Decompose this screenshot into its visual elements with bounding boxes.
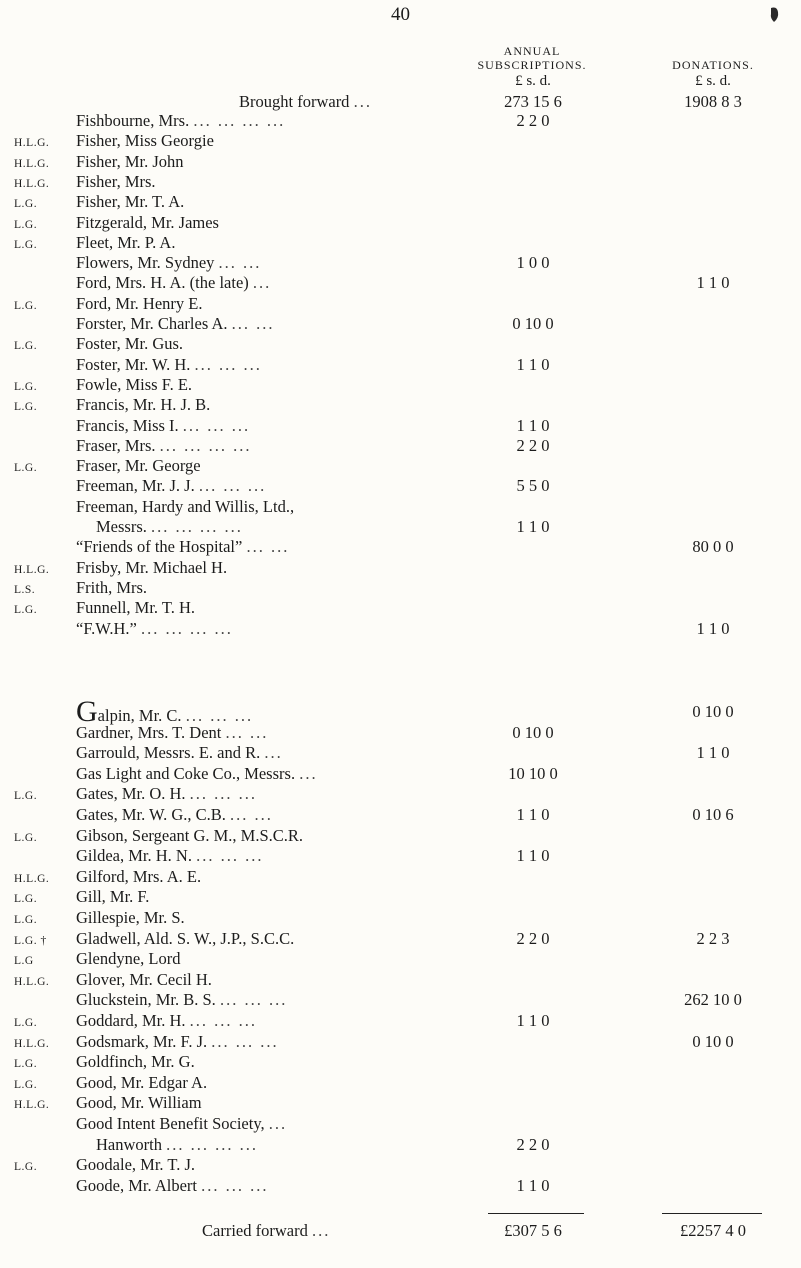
ledger-row bbox=[0, 765, 801, 783]
page-number: 40 bbox=[391, 4, 410, 25]
ledger-row bbox=[0, 538, 801, 556]
subscriber-name: Gluckstein, Mr. B. S. bbox=[76, 990, 216, 1010]
ledger-row bbox=[0, 868, 801, 886]
drop-cap-initial: G bbox=[76, 695, 98, 728]
subscription-amount: 1 1 0 bbox=[516, 1175, 550, 1195]
ledger-row bbox=[0, 335, 801, 353]
subscriber-name: Frith, Mrs. bbox=[76, 577, 148, 597]
membership-code: L.G. bbox=[14, 790, 38, 803]
donation-amount: 2 2 3 bbox=[696, 928, 730, 948]
donation-amount: 1 1 0 bbox=[696, 743, 730, 763]
subscriber-name: Garrould, Messrs. E. and R. bbox=[76, 743, 261, 763]
ledger-row bbox=[0, 785, 801, 803]
donation-amount: 1 1 0 bbox=[696, 618, 730, 638]
membership-code: L.G. bbox=[14, 401, 38, 414]
ledger-row bbox=[0, 274, 801, 292]
subscriber-name: Gill, Mr. F. bbox=[76, 887, 150, 907]
membership-code: L.G. bbox=[14, 893, 38, 906]
leader-dots: ... ... bbox=[231, 314, 275, 333]
ledger-row bbox=[0, 234, 801, 252]
leader-dots: ... ... bbox=[230, 805, 273, 824]
subscriber-name: Forster, Mr. Charles A. bbox=[76, 314, 228, 333]
subscription-amount: 10 10 0 bbox=[508, 763, 558, 783]
membership-code: H.L.G. bbox=[14, 1099, 50, 1112]
leader-dots: ... ... ... bbox=[211, 1031, 279, 1051]
ledger-row bbox=[0, 695, 801, 728]
subscriber-name: Fisher, Mrs. bbox=[76, 171, 156, 191]
subscriber-name: Francis, Miss I. bbox=[76, 415, 179, 435]
ledger-row bbox=[0, 315, 801, 333]
donation-amount: 80 0 0 bbox=[692, 537, 734, 557]
donation-amount: 0 10 0 bbox=[692, 702, 734, 721]
ledger-row bbox=[0, 1033, 801, 1051]
ledger-row bbox=[0, 1156, 801, 1174]
subscriber-name: Fraser, Mrs. bbox=[76, 435, 156, 455]
ledger-row bbox=[0, 827, 801, 845]
ledger-row bbox=[0, 620, 801, 638]
ledger-row bbox=[0, 518, 801, 536]
ledger-row bbox=[0, 950, 801, 968]
ledger-row bbox=[0, 909, 801, 927]
subscription-amount: 1 1 0 bbox=[516, 415, 550, 435]
membership-code: L.G bbox=[14, 955, 34, 968]
subscriber-name: Gas Light and Coke Co., Messrs. bbox=[76, 763, 296, 783]
subscriber-name: Freeman, Hardy and Willis, Ltd., bbox=[76, 496, 295, 516]
leader-dots: ... ... ... ... bbox=[193, 111, 286, 130]
subscriber-name: Gates, Mr. O. H. bbox=[76, 784, 186, 804]
leader-dots: ... ... ... ... bbox=[140, 618, 233, 638]
membership-code: H.L.G. bbox=[14, 1037, 50, 1050]
leader-dots: ... ... ... bbox=[189, 1011, 258, 1030]
leader-dots: ... bbox=[353, 92, 372, 111]
leader-dots: ... ... ... bbox=[219, 990, 288, 1010]
ledger-row bbox=[0, 396, 801, 414]
leader-dots: ... ... ... bbox=[201, 1175, 269, 1195]
subscriber-name: Fleet, Mr. P. A. bbox=[76, 232, 176, 252]
subscriber-name: Fishbourne, Mrs. bbox=[76, 111, 190, 130]
subscriber-name: Godsmark, Mr. F. J. bbox=[76, 1031, 208, 1051]
brought-forward-subs: 273 15 6 bbox=[504, 92, 562, 111]
membership-code: H.L.G. bbox=[14, 137, 50, 150]
ledger-row bbox=[0, 1115, 801, 1133]
subscriber-name: Ford, Mrs. H. A. (the late) bbox=[76, 273, 249, 293]
donation-amount: 0 10 6 bbox=[692, 805, 734, 824]
membership-code: L.G. bbox=[14, 1058, 38, 1071]
subscriber-name: Flowers, Mr. Sydney bbox=[76, 253, 215, 273]
ledger-row bbox=[0, 1177, 801, 1195]
leader-dots: ... ... ... bbox=[198, 476, 267, 496]
leader-dots: ... bbox=[252, 273, 272, 293]
ledger-row bbox=[0, 498, 801, 516]
membership-code: L.G. bbox=[14, 831, 38, 844]
subscription-amount: 5 5 0 bbox=[516, 476, 550, 496]
subscriber-name: Good Intent Benefit Society, bbox=[76, 1114, 265, 1133]
subscriber-name: Gildea, Mr. H. N. bbox=[76, 846, 192, 866]
membership-code: L.G. bbox=[14, 1161, 38, 1174]
leader-dots: ... ... ... bbox=[189, 784, 258, 804]
subscriber-name: Frisby, Mr. Michael H. bbox=[76, 557, 228, 577]
ledger-row bbox=[0, 173, 801, 191]
ledger-row bbox=[0, 295, 801, 313]
leader-dots: ... bbox=[268, 1114, 288, 1133]
subscriber-name: Gardner, Mrs. T. Dent bbox=[76, 722, 222, 742]
subscriber-name: Messrs. bbox=[96, 517, 147, 536]
carried-forward-subs: £307 5 6 bbox=[504, 1221, 562, 1240]
subscriber-name: Francis, Mr. H. J. B. bbox=[76, 395, 211, 415]
subscriber-name: Goodale, Mr. T. J. bbox=[76, 1155, 196, 1175]
subscription-amount: 2 2 0 bbox=[516, 111, 550, 130]
membership-code: L.G. bbox=[14, 1017, 38, 1029]
ledger-row bbox=[0, 888, 801, 906]
don-units: £ s. d. bbox=[695, 73, 731, 89]
donation-amount: 0 10 0 bbox=[692, 1031, 734, 1051]
ledger-row bbox=[0, 1074, 801, 1092]
leader-dots: ... ... ... bbox=[194, 354, 262, 374]
membership-code: L.G. bbox=[14, 462, 38, 475]
subscriber-name: Funnell, Mr. T. H. bbox=[76, 598, 196, 618]
subscriber-name: Gilford, Mrs. A. E. bbox=[76, 866, 202, 886]
brought-forward-label: Brought forward bbox=[239, 92, 350, 111]
subscriber-name: Gillespie, Mr. S. bbox=[76, 908, 185, 927]
subscriber-name: Fowle, Miss F. E. bbox=[76, 374, 193, 394]
ledger-row bbox=[0, 806, 801, 824]
subscription-amount: 1 1 0 bbox=[516, 846, 550, 866]
leader-dots: ... bbox=[299, 763, 318, 783]
subscriber-name: “F.W.H.” bbox=[76, 618, 137, 638]
ledger-row bbox=[0, 376, 801, 394]
carried-forward-row bbox=[0, 1222, 801, 1240]
subscription-amount: 1 1 0 bbox=[516, 354, 550, 374]
ledger-row bbox=[0, 847, 801, 865]
header-annual: ANNUAL bbox=[503, 44, 561, 58]
ledger-row bbox=[0, 132, 801, 150]
membership-code: L.G. bbox=[14, 914, 38, 926]
membership-code: L.G. bbox=[14, 218, 38, 231]
don-total-rule bbox=[662, 1213, 762, 1214]
subscriber-name: Fisher, Mr. T. A. bbox=[76, 192, 185, 212]
donation-amount: 262 10 0 bbox=[684, 990, 742, 1010]
membership-code: H.L.G. bbox=[14, 975, 50, 988]
ledger-row bbox=[0, 1136, 801, 1154]
membership-code: L.G. bbox=[14, 1078, 38, 1091]
membership-code: L.G. bbox=[14, 340, 38, 353]
leader-dots: ... ... ... bbox=[196, 846, 264, 866]
subscriber-name: “Friends of the Hospital” bbox=[76, 537, 243, 557]
leader-dots: ... ... ... bbox=[182, 415, 251, 435]
subscriber-name: Goddard, Mr. H. bbox=[76, 1011, 186, 1030]
subscription-amount: 0 10 0 bbox=[512, 722, 554, 742]
subscriber-name: Foster, Mr. Gus. bbox=[76, 334, 184, 354]
ledger-row bbox=[0, 1053, 801, 1071]
subscriber-name: Goode, Mr. Albert bbox=[76, 1175, 197, 1195]
ledger-row bbox=[0, 579, 801, 597]
header-donations: DONATIONS. bbox=[672, 58, 754, 72]
subscription-amount: 1 0 0 bbox=[516, 253, 550, 273]
membership-code: H.L.G. bbox=[14, 563, 50, 576]
ledger-row bbox=[0, 1094, 801, 1112]
membership-code: L.G. bbox=[14, 198, 38, 211]
subscription-amount: 2 2 0 bbox=[516, 928, 550, 948]
subscriber-name: Fisher, Miss Georgie bbox=[76, 131, 214, 151]
membership-code: H.L.G. bbox=[14, 872, 50, 885]
ledger-row bbox=[0, 254, 801, 272]
subscription-amount: 0 10 0 bbox=[512, 314, 554, 333]
membership-code: L.G. † bbox=[14, 934, 47, 947]
ledger-row bbox=[0, 477, 801, 495]
ledger-row bbox=[0, 744, 801, 762]
leader-dots: ... ... ... bbox=[185, 706, 254, 725]
subscriber-name: Gates, Mr. W. G., C.B. bbox=[76, 805, 226, 824]
subscription-amount: 1 1 0 bbox=[516, 805, 550, 824]
ledger-row bbox=[0, 559, 801, 577]
subs-total-rule bbox=[488, 1213, 584, 1214]
subscriber-name: Good, Mr. Edgar A. bbox=[76, 1072, 208, 1092]
leader-dots: ... bbox=[264, 743, 283, 763]
leader-dots: ... ... bbox=[225, 722, 269, 742]
leader-dots: ... ... ... ... bbox=[159, 435, 252, 455]
ledger-row bbox=[0, 153, 801, 171]
brought-forward-row bbox=[0, 93, 801, 111]
membership-code: L.G. bbox=[14, 238, 38, 251]
leader-dots: ... ... ... ... bbox=[151, 517, 243, 536]
subscriber-name: Glendyne, Lord bbox=[76, 949, 181, 969]
ledger-row bbox=[0, 599, 801, 617]
leader-dots: ... bbox=[311, 1221, 331, 1240]
membership-code: H.L.G. bbox=[14, 157, 50, 170]
leader-dots: ... ... bbox=[218, 253, 262, 273]
membership-code: L.S. bbox=[14, 583, 36, 596]
ledger-row bbox=[0, 417, 801, 435]
subscriber-name: Gladwell, Ald. S. W., J.P., S.C.C. bbox=[76, 928, 295, 948]
membership-code: L.G. bbox=[14, 380, 38, 393]
brought-forward-don: 1908 8 3 bbox=[684, 92, 742, 111]
subscription-amount: 2 2 0 bbox=[516, 1134, 550, 1154]
ledger-row bbox=[0, 437, 801, 455]
ledger-row bbox=[0, 356, 801, 374]
leader-dots: ... ... ... ... bbox=[166, 1134, 258, 1154]
ledger-row bbox=[0, 971, 801, 989]
subscriber-name: Glover, Mr. Cecil H. bbox=[76, 969, 212, 989]
ledger-row bbox=[0, 112, 801, 130]
subscription-amount: 2 2 0 bbox=[516, 435, 550, 455]
subscriber-name: Fraser, Mr. George bbox=[76, 456, 201, 476]
subscriber-name: Hanworth bbox=[96, 1134, 162, 1154]
subs-units: £ s. d. bbox=[515, 73, 551, 89]
ledger-row bbox=[0, 724, 801, 742]
membership-code: H.L.G. bbox=[14, 177, 50, 190]
membership-code: L.G. bbox=[14, 299, 38, 312]
carried-forward-don: £2257 4 0 bbox=[680, 1221, 746, 1240]
subscription-amount: 1 1 0 bbox=[516, 517, 550, 536]
subscriber-name: Freeman, Mr. J. J. bbox=[76, 476, 195, 496]
membership-code: L.G. bbox=[14, 604, 38, 617]
subscriber-name: Goldfinch, Mr. G. bbox=[76, 1052, 195, 1072]
subscriber-name: Good, Mr. William bbox=[76, 1093, 202, 1113]
leader-dots: ... ... bbox=[246, 537, 290, 557]
subscription-amount: 1 1 0 bbox=[516, 1011, 550, 1030]
ledger-row bbox=[0, 193, 801, 211]
ledger-row bbox=[0, 991, 801, 1009]
ledger-row bbox=[0, 457, 801, 475]
ledger-row bbox=[0, 930, 801, 948]
subscriber-name: Foster, Mr. W. H. bbox=[76, 354, 191, 374]
ledger-row bbox=[0, 214, 801, 232]
header-subscriptions: SUBSCRIPTIONS. bbox=[477, 58, 587, 72]
subscriber-name: Fitzgerald, Mr. James bbox=[76, 212, 219, 232]
carried-forward-label: Carried forward bbox=[202, 1221, 308, 1240]
subscriber-name: Fisher, Mr. John bbox=[76, 151, 184, 171]
donation-amount: 1 1 0 bbox=[696, 273, 730, 293]
ledger-row bbox=[0, 1012, 801, 1030]
ink-blot-mark bbox=[768, 6, 780, 23]
subscriber-name: alpin, Mr. C. bbox=[97, 706, 182, 725]
subscriber-name: Ford, Mr. Henry E. bbox=[76, 293, 203, 313]
subscriber-name: Gibson, Sergeant G. M., M.S.C.R. bbox=[76, 825, 304, 845]
